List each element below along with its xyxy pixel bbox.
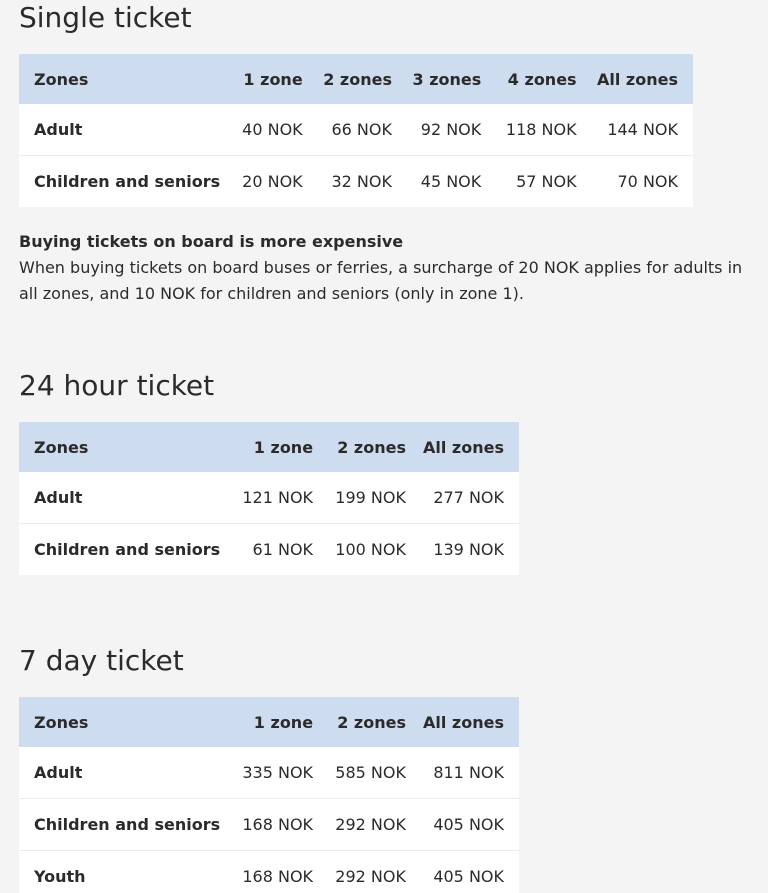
note-title: Buying tickets on board is more expensive (19, 232, 404, 251)
7-day-ticket-heading: 7 day ticket (19, 644, 184, 677)
row-label: Adult (34, 762, 83, 782)
row-label: Youth (34, 866, 86, 886)
row-label: Children and seniors (34, 814, 221, 834)
table-header-row (19, 697, 519, 747)
column-header: 1 zone (243, 69, 303, 89)
column-header: 3 zones (412, 69, 482, 89)
price-cell: 292 NOK (335, 866, 406, 886)
column-header: 1 zone (253, 437, 314, 457)
price-cell: 405 NOK (433, 814, 504, 834)
table-header-row (19, 54, 693, 104)
price-cell: 168 NOK (242, 866, 314, 886)
price-cell: 811 NOK (433, 762, 504, 782)
single-ticket-heading: Single ticket (19, 1, 192, 34)
table-row (19, 155, 693, 207)
column-header: 2 zones (337, 437, 406, 457)
price-cell: 61 NOK (252, 539, 314, 559)
column-header: 2 zones (323, 69, 392, 89)
price-cell: 405 NOK (433, 866, 504, 886)
price-cell: 32 NOK (331, 171, 392, 191)
table-row (19, 104, 693, 155)
table-row (19, 850, 519, 893)
price-cell: 57 NOK (516, 171, 577, 191)
row-label: Adult (34, 119, 83, 139)
table-header-row (19, 422, 519, 472)
row-label: Children and seniors (34, 539, 221, 559)
price-cell: 100 NOK (335, 539, 406, 559)
table-row (19, 523, 519, 575)
column-header: Zones (34, 69, 89, 89)
price-cell: 585 NOK (335, 762, 406, 782)
price-cell: 168 NOK (242, 814, 314, 834)
price-cell: 277 NOK (433, 487, 504, 507)
price-cell: 20 NOK (242, 171, 303, 191)
column-header: All zones (423, 712, 504, 732)
row-label: Adult (34, 487, 83, 507)
column-header: Zones (34, 712, 89, 732)
column-header: 4 zones (507, 69, 577, 89)
note-body: When buying tickets on board buses or ferries, a surcharge of 20 NOK applies for adults in all zones, and 10 NOK for children and seniors (only in zone 1). (19, 258, 743, 303)
price-cell: 45 NOK (420, 171, 482, 191)
price-cell: 66 NOK (331, 119, 392, 139)
price-cell: 144 NOK (607, 119, 678, 139)
column-header: 1 zone (253, 712, 314, 732)
column-header: 2 zones (337, 712, 406, 732)
price-cell: 121 NOK (242, 487, 314, 507)
7-day-ticket-table (19, 697, 519, 893)
table-row (19, 472, 519, 523)
single-ticket-table (19, 54, 693, 207)
price-cell: 335 NOK (242, 762, 314, 782)
24-hour-ticket-table (19, 422, 519, 575)
column-header: Zones (34, 437, 89, 457)
column-header: All zones (597, 69, 678, 89)
price-cell: 118 NOK (505, 119, 577, 139)
price-cell: 139 NOK (433, 539, 504, 559)
table-row (19, 798, 519, 850)
onboard-surcharge-note (19, 229, 754, 307)
price-cell: 92 NOK (420, 119, 482, 139)
price-cell: 70 NOK (617, 171, 678, 191)
row-label: Children and seniors (34, 171, 221, 191)
price-cell: 292 NOK (335, 814, 406, 834)
price-cell: 40 NOK (242, 119, 303, 139)
table-row (19, 747, 519, 798)
24-hour-ticket-heading: 24 hour ticket (19, 369, 215, 402)
price-cell: 199 NOK (335, 487, 406, 507)
column-header: All zones (423, 437, 504, 457)
